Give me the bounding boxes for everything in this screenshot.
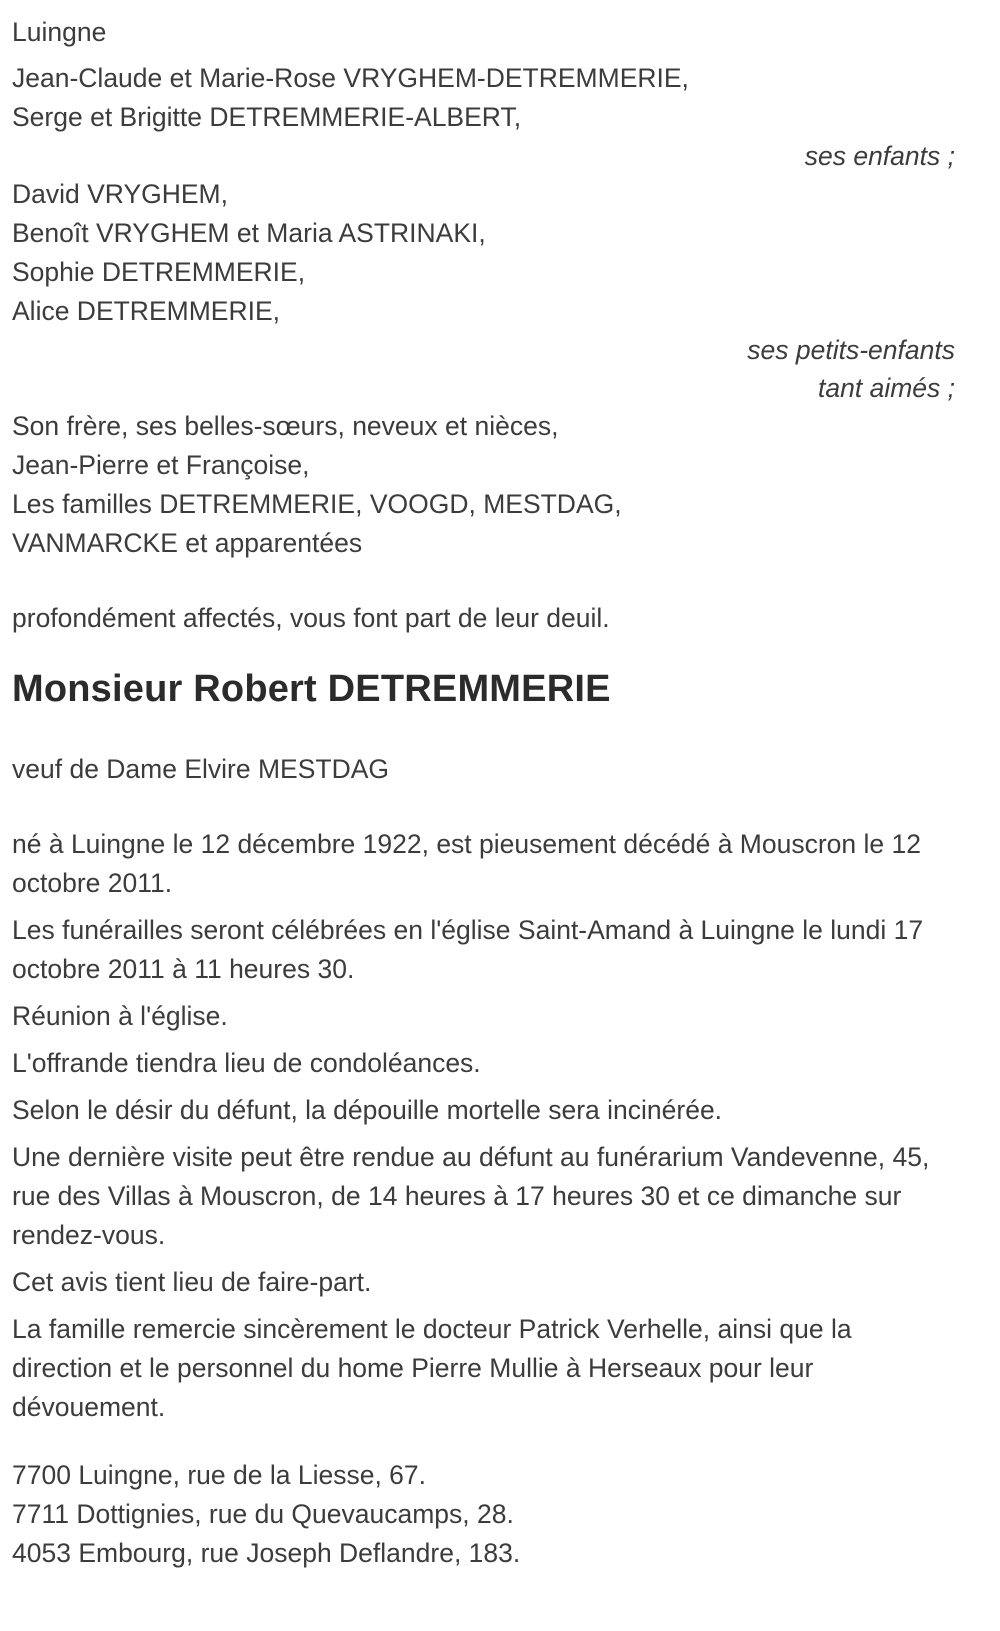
relation-label-grandchildren: tant aimés ; [818, 373, 955, 403]
address-line: 7700 Luingne, rue de la Liesse, 67. [12, 1460, 427, 1490]
family-line: Jean-Claude et Marie-Rose VRYGHEM-DETREMMERIE, [12, 63, 689, 93]
paragraph-cremation: Selon le désir du défunt, la dépouille mortelle sera incinérée. [12, 1095, 723, 1125]
mourning-statement: profondément affectés, vous font part de leur deuil. [12, 603, 610, 633]
relation-label-children: ses enfants ; [804, 141, 955, 171]
place-line: Luingne [12, 17, 107, 47]
announcement-body [12, 825, 955, 1427]
addresses-group [12, 1456, 955, 1573]
relatives-group [12, 407, 955, 563]
grandchildren-group [12, 175, 955, 407]
paragraph-faire-part: Cet avis tient lieu de faire-part. [12, 1267, 372, 1297]
paragraph-offering: L'offrande tiendra lieu de condoléances. [12, 1048, 481, 1078]
family-line: Jean-Pierre et Françoise, [12, 450, 310, 480]
deceased-subtitle: veuf de Dame Elvire MESTDAG [12, 754, 390, 784]
family-line: Sophie DETREMMERIE, [12, 257, 306, 287]
address-line: 4053 Embourg, rue Joseph Deflandre, 183. [12, 1538, 521, 1568]
paragraph-birth-death: né à Luingne le 12 décembre 1922, est pieusement décédé à Mouscron le 12 octobre 2011. [12, 829, 929, 898]
family-line: Serge et Brigitte DETREMMERIE-ALBERT, [12, 102, 522, 132]
paragraph-thanks: La famille remercie sincèrement le docteur Patrick Verhelle, ainsi que la direction et le personnel du home Pierre Mullie à Herseaux pour leur dévouement. [12, 1314, 859, 1422]
family-line: Benoît VRYGHEM et Maria ASTRINAKI, [12, 218, 486, 248]
family-line: Son frère, ses belles-sœurs, neveux et nièces, [12, 411, 559, 441]
family-line: David VRYGHEM, [12, 179, 228, 209]
deceased-name-heading: Monsieur Robert DETREMMERIE [12, 668, 611, 710]
paragraph-funeral: Les funérailles seront célébrées en l'église Saint-Amand à Luingne le lundi 17 octobre 2011 à 11 heures 30. [12, 915, 931, 984]
paragraph-meeting: Réunion à l'église. [12, 1001, 228, 1031]
children-group [12, 59, 955, 175]
paragraph-last-visit: Une dernière visite peut être rendue au défunt au funérarium Vandevenne, 45, rue des Villas à Mouscron, de 14 heures à 17 heures 30 et ce dimanche sur rendez-vous. [12, 1142, 937, 1250]
family-line: Les familles DETREMMERIE, VOOGD, MESTDAG, [12, 489, 622, 519]
family-line: VANMARCKE et apparentées [12, 528, 363, 558]
family-line: Alice DETREMMERIE, [12, 296, 280, 326]
address-line: 7711 Dottignies, rue du Quevaucamps, 28. [12, 1499, 514, 1529]
relation-label-grandchildren: ses petits-enfants [747, 335, 955, 365]
